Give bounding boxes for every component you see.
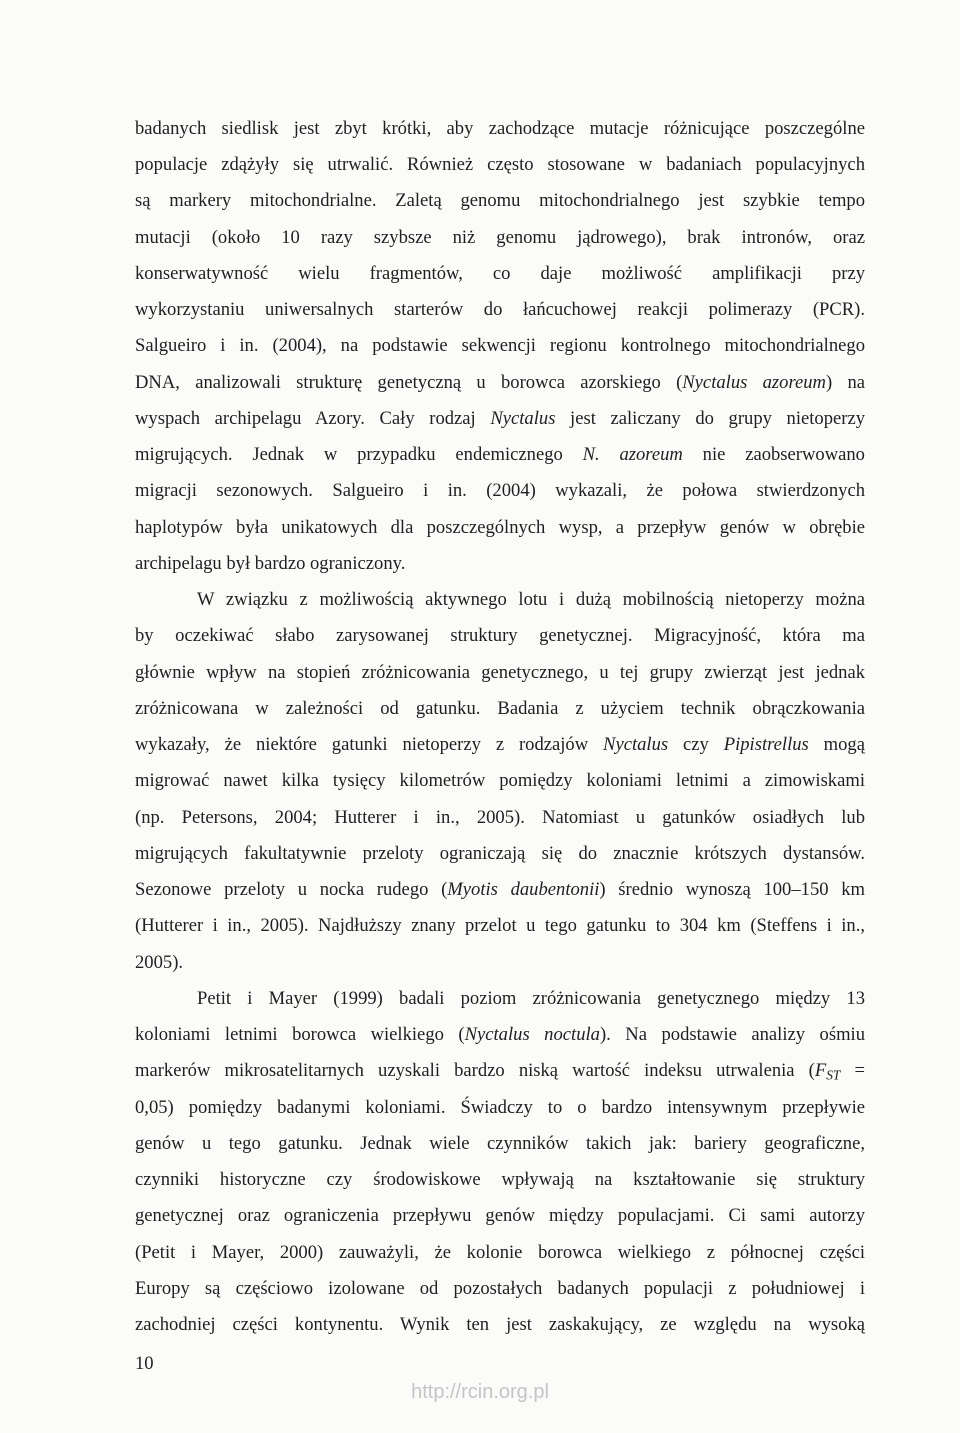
text-line: populacje zdążyły się utrwalić. Również często stosowane w badaniach populacyjnych xyxy=(135,154,865,175)
text-line: DNA, analizowali strukturę genetyczną u borowca azorskiego (Nyctalus azoreum) na xyxy=(135,372,865,393)
species-name: Nyctalus noctula xyxy=(464,1024,600,1045)
text-line: głównie wpływ na stopień zróżnicowania genetycznego, u tej grupy zwierząt jest jednak xyxy=(135,662,865,683)
genus-name: Nyctalus xyxy=(603,734,669,755)
text-line: (Petit i Mayer, 2000) zauważyli, że kolonie borowca wielkiego z północnej części xyxy=(135,1242,865,1263)
text-line: konserwatywność wielu fragmentów, co daje możliwość amplifikacji przy xyxy=(135,263,865,284)
species-name: Myotis daubentonii xyxy=(447,879,600,900)
text-line: zróżnicowana w zależności od gatunku. Badania z użyciem technik obrączkowania xyxy=(135,698,865,719)
genus-name: Nyctalus xyxy=(490,408,556,429)
text-line: migracji sezonowych. Salgueiro i in. (2004) wykazali, że połowa stwierdzonych xyxy=(135,480,865,501)
species-name: N. azoreum xyxy=(582,444,683,465)
text-line: (Hutterer i in., 2005). Najdłuższy znany przelot u tego gatunku to 304 km (Steffens i in., xyxy=(135,915,865,936)
text-line: są markery mitochondrialne. Zaletą genomu mitochondrialnego jest szybkie tempo xyxy=(135,190,865,211)
text-line: Sezonowe przeloty u nocka rudego (Myotis daubentonii) średnio wynoszą 100–150 km xyxy=(135,879,865,900)
text-line: mutacji (około 10 razy szybsze niż genomu jądrowego), brak intronów, oraz xyxy=(135,227,865,248)
text-line: haplotypów była unikatowych dla poszczególnych wysp, a przepływ genów w obrębie xyxy=(135,517,865,538)
text-line: migrować nawet kilka tysięcy kilometrów pomiędzy koloniami letnimi a zimowiskami xyxy=(135,770,865,791)
text-line: wyspach archipelagu Azory. Cały rodzaj Nyctalus jest zaliczany do grupy nietoperzy xyxy=(135,408,865,429)
paragraph-first-line: Petit i Mayer (1999) badali poziom zróżnicowania genetycznego między 13 xyxy=(197,988,865,1009)
page-number: 10 xyxy=(135,1353,154,1374)
text-line: wykazały, że niektóre gatunki nietoperzy z rodzajów Nyctalus czy Pipistrellus mogą xyxy=(135,734,865,755)
text-line: czynniki historyczne czy środowiskowe wpływają na kształtowanie się struktury xyxy=(135,1169,865,1190)
text-line: genów u tego gatunku. Jednak wiele czynników takich jak: bariery geograficzne, xyxy=(135,1133,865,1154)
paragraph-first-line: W związku z możliwością aktywnego lotu i dużą mobilnością nietoperzy można xyxy=(197,589,865,610)
species-name: Nyctalus azoreum xyxy=(682,372,826,393)
text-line: by oczekiwać słabo zarysowanej struktury genetycznej. Migracyjność, która ma xyxy=(135,625,865,646)
footer-url: http://rcin.org.pl xyxy=(411,1381,549,1403)
text-line: genetycznej oraz ograniczenia przepływu genów między populacjami. Ci sami autorzy xyxy=(135,1205,865,1226)
text-line: archipelagu był bardzo ograniczony. xyxy=(135,553,406,574)
text-line: migrujących fakultatywnie przeloty ograniczają się do znacznie krótszych dystansów. xyxy=(135,843,865,864)
text-line: zachodniej części kontynentu. Wynik ten jest zaskakujący, ze względu na wysoką xyxy=(135,1314,865,1335)
text-line: Europy są częściowo izolowane od pozostałych badanych populacji z południowej i xyxy=(135,1278,865,1299)
text-line: (np. Petersons, 2004; Hutterer i in., 2005). Natomiast u gatunków osiadłych lub xyxy=(135,807,865,828)
text-line: 0,05) pomiędzy badanymi koloniami. Świadczy to o bardzo intensywnym przepływie xyxy=(135,1097,865,1118)
text-line: migrujących. Jednak w przypadku endemicznego N. azoreum nie zaobserwowano xyxy=(135,444,865,465)
fst-symbol: $F_{ST}$ xyxy=(814,1060,841,1083)
text-line: 2005). xyxy=(135,952,184,973)
text-line: wykorzystaniu uniwersalnych starterów do łańcuchowej reakcji polimerazy (PCR). xyxy=(135,299,865,320)
text-line: koloniami letnimi borowca wielkiego (Nyctalus noctula). Na podstawie analizy ośmiu xyxy=(135,1024,865,1045)
genus-name: Pipistrellus xyxy=(723,734,809,755)
text-line: markerów mikrosatelitarnych uzyskali bardzo niską wartość indeksu utrwalenia ($F_{ST}$ = xyxy=(135,1060,865,1083)
text-line: Salgueiro i in. (2004), na podstawie sekwencji regionu kontrolnego mitochondrialnego xyxy=(135,335,865,356)
text-line: badanych siedlisk jest zbyt krótki, aby zachodzące mutacje różnicujące poszczególne xyxy=(135,118,865,139)
